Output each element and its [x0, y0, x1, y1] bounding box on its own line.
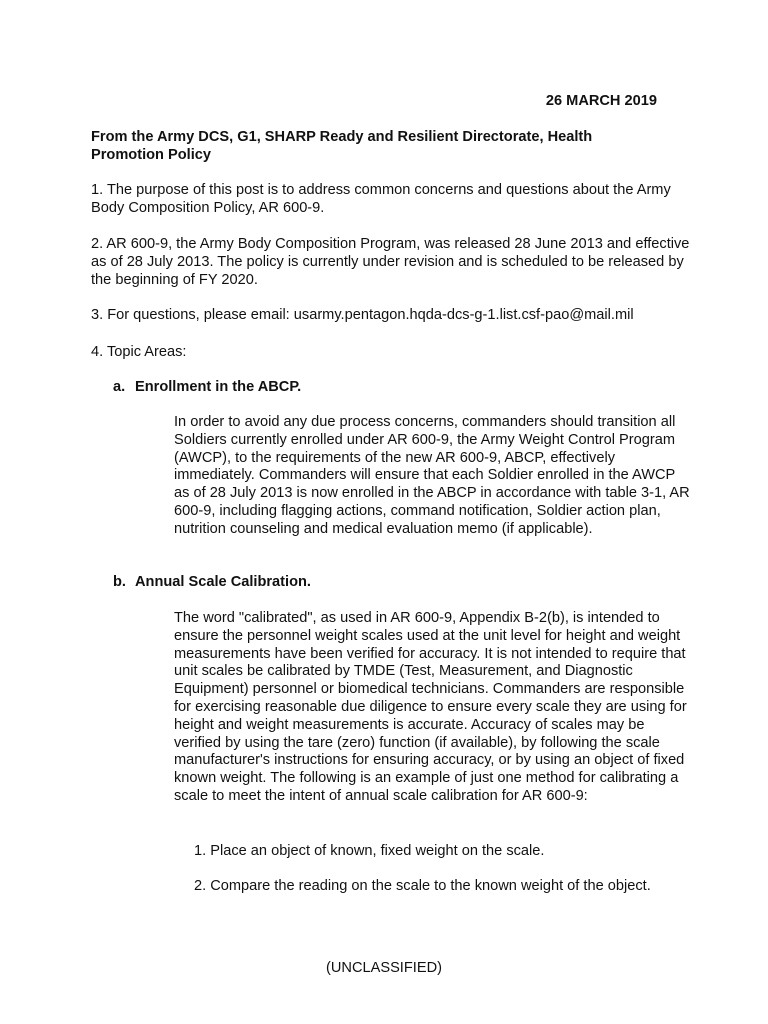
topic-b-heading: [113, 574, 311, 592]
classification-footer: (UNCLASSIFIED): [326, 960, 442, 976]
topic-b-marker: b.: [113, 574, 126, 590]
topic-a-heading: [113, 379, 301, 397]
paragraph-4: 4. Topic Areas:: [91, 344, 187, 360]
paragraph-2: 2. AR 600-9, the Army Body Composition Program, was released 28 June 2013 and effective as of 28 July 2013. The policy is currently under revision and is scheduled to be released by the beginning of FY 2020.: [91, 236, 690, 288]
topic-a-body: In order to avoid any due process concerns, commanders should transition all Soldiers currently enrolled under AR 600-9, the Army Weight Control Program (AWCP), to the requirements of the new AR 600-9, ABCP, effectively immediately. Commanders will ensure that each Soldier enrolled in the AWCP as of 28 July 2013 is now enrolled in the ABCP in accordance with table 3-1, AR 600-9, including flagging actions, command notification, Soldier action plan, nutrition counseling and medical evaluation memo (if applicable).: [174, 414, 690, 537]
topic-a-title: Enrollment in the ABCP.: [135, 379, 302, 395]
document-date: 26 MARCH 2019: [545, 93, 657, 109]
paragraph-3: 3. For questions, please email: usarmy.pentagon.hqda-dcs-g-1.list.csf-pao@mail.mil: [91, 307, 634, 323]
from-line: From the Army DCS, G1, SHARP Ready and Resilient Directorate, Health Promotion Policy: [91, 129, 593, 163]
topic-a-marker: a.: [113, 379, 126, 395]
topic-b-title: Annual Scale Calibration.: [135, 574, 311, 590]
calibration-step-1: 1. Place an object of known, fixed weight on the scale.: [194, 843, 545, 859]
calibration-step-2: 2. Compare the reading on the scale to the known weight of the object.: [194, 878, 651, 894]
topic-b-body: The word "calibrated", as used in AR 600-9, Appendix B-2(b), is intended to ensure the personnel weight scales used at the unit level for height and weight measurements have been verified for accuracy. It is not intended to require that unit scales be calibrated by TMDE (Test, Measurement, and Diagnostic Equipment) personnel or biomedical technicians. Commanders are responsible for exercising reasonable due diligence to ensure every scale they are using for height and weight measurements is accurate. Accuracy of scales may be verified by using the tare (zero) function (if available), by following the scale manufacturer's instructions for ensuring accuracy, or by using an object of fixed known weight. The following is an example of just one method for calibrating a scale to meet the intent of annual scale calibration for AR 600-9:: [174, 610, 687, 804]
paragraph-1: 1. The purpose of this post is to address common concerns and questions about the Army Body Composition Policy, AR 600-9.: [91, 182, 671, 216]
